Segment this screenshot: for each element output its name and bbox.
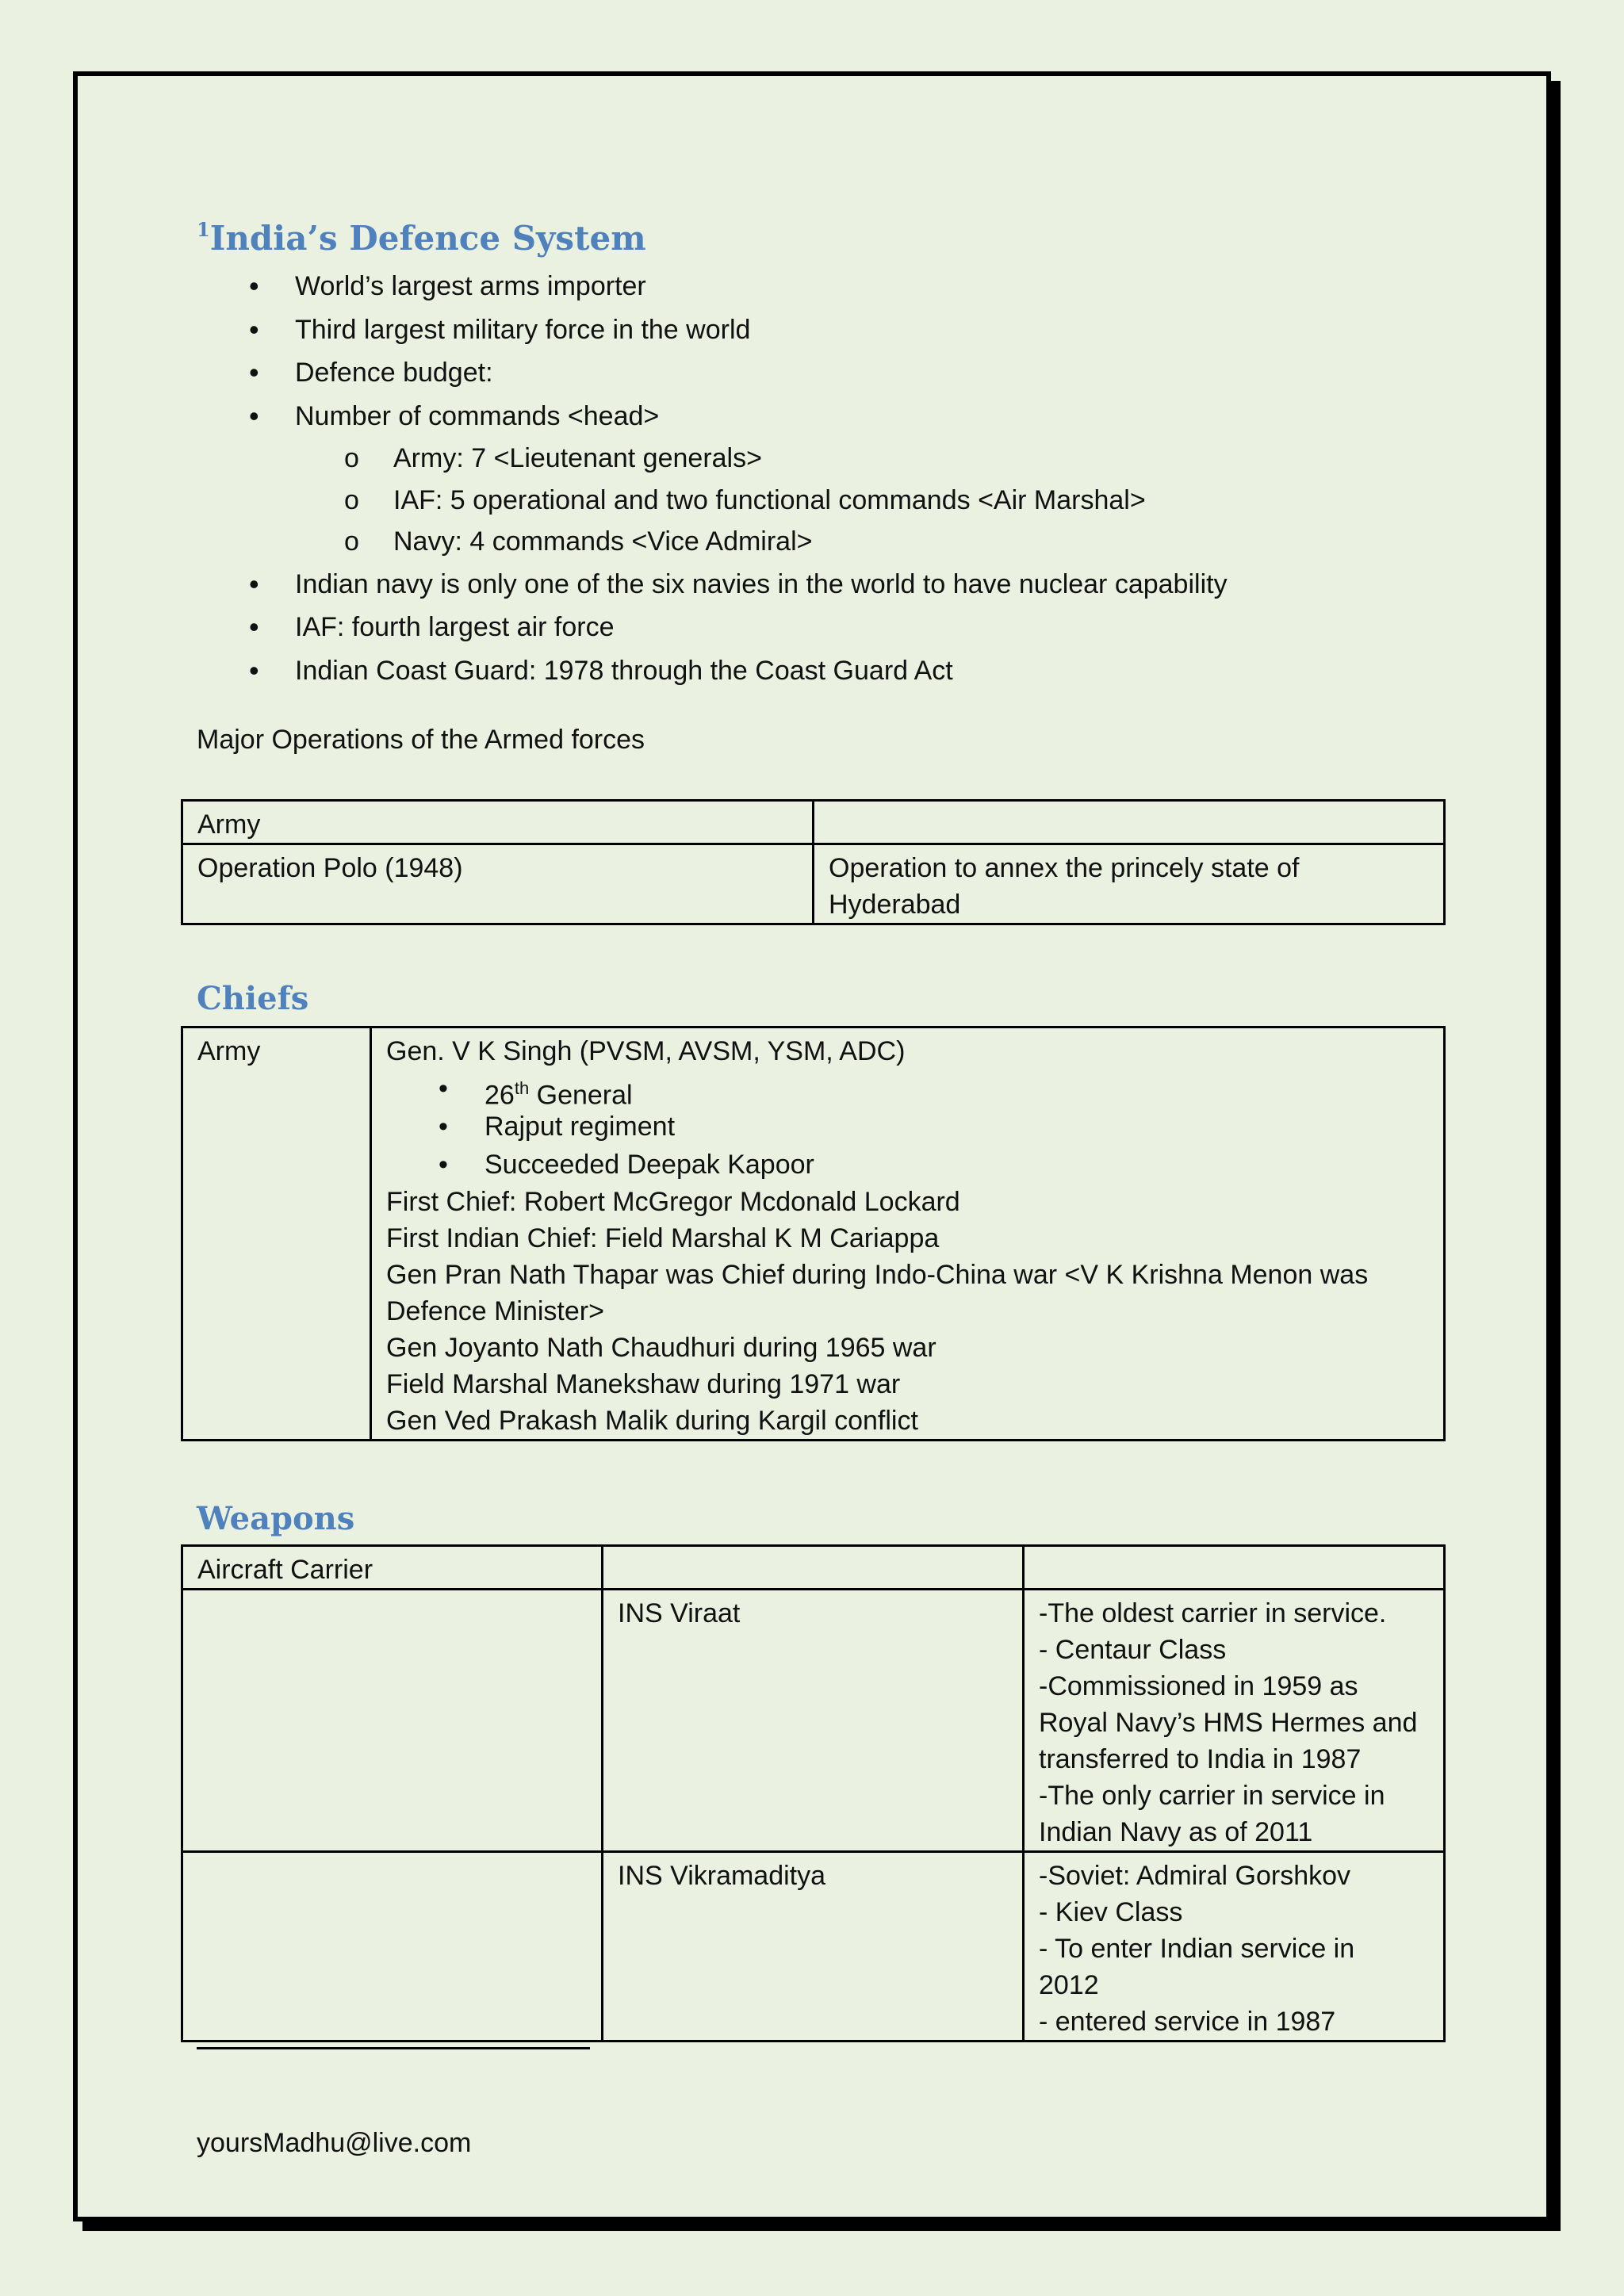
table-cell: Army bbox=[182, 1027, 371, 1441]
table-row bbox=[182, 1027, 1445, 1441]
list-item-text: Third largest military force in the world bbox=[295, 314, 751, 345]
chief-line: First Indian Chief: Field Marshal K M Cariappa bbox=[386, 1223, 940, 1253]
footnote-mark: 1 bbox=[197, 218, 210, 241]
table-cell bbox=[814, 801, 1445, 844]
table-cell bbox=[182, 1852, 603, 2042]
sub-list-item: o Army: 7 <Lieutenant generals> bbox=[344, 443, 762, 473]
detail-line: -The only carrier in service in bbox=[1039, 1781, 1385, 1811]
list-item: • 26th General bbox=[439, 1073, 633, 1111]
footer-email: yoursMadhu@live.com bbox=[197, 2128, 472, 2158]
sub-list-item: o IAF: 5 operational and two functional commands <Air Marshal> bbox=[344, 484, 1146, 515]
list-item-text: Defence budget: bbox=[295, 358, 493, 388]
detail-line: Indian Navy as of 2011 bbox=[1039, 1817, 1313, 1847]
page-title bbox=[197, 218, 1442, 258]
detail-line: -Commissioned in 1959 as bbox=[1039, 1671, 1358, 1701]
table-row bbox=[182, 1590, 1445, 1852]
title-text: India’s Defence System bbox=[209, 219, 646, 258]
table-cell: Aircraft Carrier bbox=[182, 1546, 603, 1590]
table-header-row bbox=[182, 801, 1445, 844]
table-row bbox=[182, 844, 1445, 924]
list-item-text: IAF: fourth largest air force bbox=[295, 612, 615, 642]
chiefs-table bbox=[181, 1026, 1446, 1441]
table-header-row bbox=[182, 1546, 1445, 1590]
sub-list-item: o Navy: 4 commands <Vice Admiral> bbox=[344, 526, 813, 557]
sub-list-item-text: Army: 7 <Lieutenant generals> bbox=[393, 443, 762, 473]
table-cell: INS Viraat bbox=[603, 1590, 1024, 1852]
detail-line: -Soviet: Admiral Gorshkov bbox=[1039, 1861, 1351, 1891]
list-item-text: Indian navy is only one of the six navies in the world to have nuclear capability bbox=[295, 568, 1228, 599]
detail-line: - To enter Indian service in bbox=[1039, 1934, 1355, 1964]
table-cell: Army bbox=[182, 801, 814, 844]
list-item-text: World’s largest arms importer bbox=[295, 271, 646, 301]
facts-list bbox=[197, 265, 1442, 438]
chief-line: Field Marshal Manekshaw during 1971 war bbox=[386, 1369, 901, 1399]
table-row bbox=[182, 1852, 1445, 2042]
table-cell bbox=[1024, 1546, 1445, 1590]
operations-table bbox=[181, 799, 1446, 925]
list-item: • World’s largest arms importer bbox=[249, 270, 646, 302]
table-cell: Operation Polo (1948) bbox=[182, 844, 814, 924]
list-item-text: Number of commands <head> bbox=[295, 400, 660, 431]
table-cell bbox=[371, 1027, 1445, 1441]
chief-line: Gen Joyanto Nath Chaudhuri during 1965 war bbox=[386, 1333, 936, 1363]
list-item: • Third largest military force in the world bbox=[249, 312, 751, 346]
weapons-table bbox=[181, 1544, 1446, 2042]
table-cell bbox=[1024, 1590, 1445, 1852]
sub-list-item-text: IAF: 5 operational and two functional commands <Air Marshal> bbox=[393, 484, 1146, 515]
facts-list-continued bbox=[197, 563, 1442, 693]
weapons-heading: Weapons bbox=[197, 1500, 355, 1537]
major-operations-heading: Major Operations of the Armed forces bbox=[197, 725, 645, 755]
chiefs-heading: Chiefs bbox=[197, 980, 309, 1017]
list-item: • Indian Coast Guard: 1978 through the Coast Guard Act bbox=[249, 653, 953, 687]
list-item: • Succeeded Deepak Kapoor bbox=[439, 1150, 814, 1180]
detail-line: - Kiev Class bbox=[1039, 1897, 1183, 1927]
footnote-separator bbox=[197, 2047, 590, 2049]
chief-line: First Chief: Robert McGregor Mcdonald Lockard bbox=[386, 1187, 960, 1217]
chief-line: Defence Minister> bbox=[386, 1296, 604, 1326]
chief-line: Gen Pran Nath Thapar was Chief during Indo-China war <V K Krishna Menon was bbox=[386, 1260, 1369, 1290]
list-item: • IAF: fourth largest air force bbox=[249, 610, 615, 643]
list-item-text: Indian Coast Guard: 1978 through the Coast Guard Act bbox=[295, 655, 953, 686]
table-cell: Operation to annex the princely state of Hyderabad bbox=[814, 844, 1445, 924]
list-item: • Indian navy is only one of the six navies in the world to have nuclear capability bbox=[249, 567, 1228, 600]
list-item: • Defence budget: bbox=[249, 356, 493, 388]
list-item: • Number of commands <head> bbox=[249, 399, 660, 432]
sub-list-item-text: Navy: 4 commands <Vice Admiral> bbox=[393, 526, 813, 557]
detail-line: 2012 bbox=[1039, 1970, 1099, 2000]
chief-bullets bbox=[386, 1070, 1429, 1184]
list-item: • Rajput regiment bbox=[439, 1112, 676, 1142]
intro-section bbox=[197, 218, 1442, 760]
table-cell bbox=[182, 1590, 603, 1852]
table-cell bbox=[1024, 1852, 1445, 2042]
detail-line: - entered service in 1987 bbox=[1039, 2007, 1336, 2037]
commands-sublist bbox=[197, 438, 1442, 563]
chief-line: Gen Ved Prakash Malik during Kargil conflict bbox=[386, 1406, 918, 1436]
detail-line: - Centaur Class bbox=[1039, 1635, 1227, 1665]
detail-line: -The oldest carrier in service. bbox=[1039, 1598, 1387, 1628]
detail-line: Royal Navy’s HMS Hermes and bbox=[1039, 1708, 1418, 1738]
table-cell bbox=[603, 1546, 1024, 1590]
table-cell: INS Vikramaditya bbox=[603, 1852, 1024, 2042]
chief-name: Gen. V K Singh (PVSM, AVSM, YSM, ADC) bbox=[386, 1036, 906, 1066]
detail-line: transferred to India in 1987 bbox=[1039, 1744, 1362, 1774]
